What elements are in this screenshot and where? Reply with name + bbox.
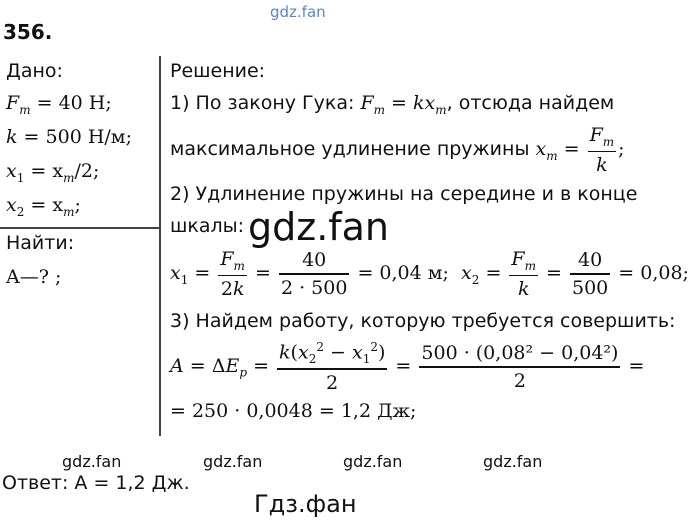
step1-line2 [170,124,625,176]
step2-line2: шкалы: [170,215,245,237]
given-x1 [6,160,99,185]
problem-number: 356. [3,20,53,44]
work-den: 2 [513,369,526,392]
step3-line: 3) Найдем работу, которую требуется совершить: [170,310,676,332]
xm-formula: $x_m$ = $\frac{F_m}{k}$ ; [535,124,625,177]
watermark-bottom: Гдз.фан [254,490,357,518]
watermark-row-2: gdz.fan [203,452,263,471]
final-line: = 250 · 0,0048 = 1,2 Дж; [170,400,417,422]
given-x2-eq: = x [24,194,64,216]
vertical-divider [159,56,161,436]
problem-number-value: 356 [3,20,45,44]
given-header: Дано: [6,60,63,82]
var-f: F [6,92,20,114]
watermark-row-4: gdz.fan [483,452,543,471]
hooke-formula: $F_m = kx_m$ [360,92,447,117]
var-k: k [6,126,18,148]
sub-1: 1 [16,170,25,185]
given-fm-value: = 40 Н; [30,92,112,114]
fraction-fm-2k: $\frac{F_m}{2k}$ [220,248,245,301]
x1-den: 2 · 500 [280,276,348,299]
fraction-x1-numeric [279,249,349,299]
step2-calc: $x_1$ = $\frac{F_m}{2k}$ = $\frac{40}{2 \cdot 500}$ = 0,04 м; $x_2$ = $\frac{F_m}{k}$ = $\frac{40}{500}$ = 0,08; [170,248,689,301]
x1-num: 40 [302,249,327,272]
step1-text-b: , отсюда найдем [446,92,615,114]
sub-2: 2 [16,204,25,219]
step2-line1: 2) Удлинение пружины на середине и в конце [170,183,638,205]
watermark-row-1: gdz.fan [62,452,122,471]
sub-m: m [63,170,75,185]
work-num: 500 · (0,08² − 0,04²) [421,342,619,365]
watermark-center: gdz.fan [248,205,390,249]
step1-line [170,92,614,117]
given-x1-tail: /2; [74,160,100,182]
x2-den: 500 [571,276,609,299]
answer-line: Ответ: A = 1,2 Дж. [2,472,190,494]
fraction-fm-k-2: $\frac{F_m}{k}$ [511,248,536,301]
step1-text-a: 1) По закону Гука: [170,92,361,114]
work-formula: $A = \Delta E_p$ = $\frac{k(x_2^2 - x_1^2)}{2}$ = $\frac{\text{500 · (0,08² − 0,04²)}}{2}$ = [170,340,645,394]
horizontal-divider [0,227,160,229]
given-fm [6,92,112,117]
fraction-work-symbolic: $\frac{k(x_2^2 - x_1^2)}{2}$ [279,340,386,394]
fraction-fm-k: $\frac{F_m}{k}$ [589,124,615,177]
var-x: x [6,160,17,182]
given-x2 [6,194,81,219]
step1-text-c: максимальное удлинение пружины [170,138,536,161]
find-value: A—? ; [6,266,62,288]
given-k [6,126,132,148]
watermark-row-3: gdz.fan [343,452,403,471]
x2-result: = 0,08; [612,262,689,285]
sub-m: m [19,102,31,117]
fraction-x2-numeric [570,249,610,299]
fraction-work-numeric [419,342,620,392]
find-header: Найти: [6,232,75,254]
x1-result: = 0,04 м; [351,262,449,285]
x2-num: 40 [578,249,603,272]
solution-header: Решение: [170,60,266,82]
var-x: x [6,194,17,216]
given-k-value: = 500 Н/м; [17,126,132,148]
watermark-top: gdz.fan [270,3,326,21]
given-x2-tail: ; [74,194,81,216]
sub-m: m [63,204,75,219]
given-x1-eq: = x [24,160,64,182]
